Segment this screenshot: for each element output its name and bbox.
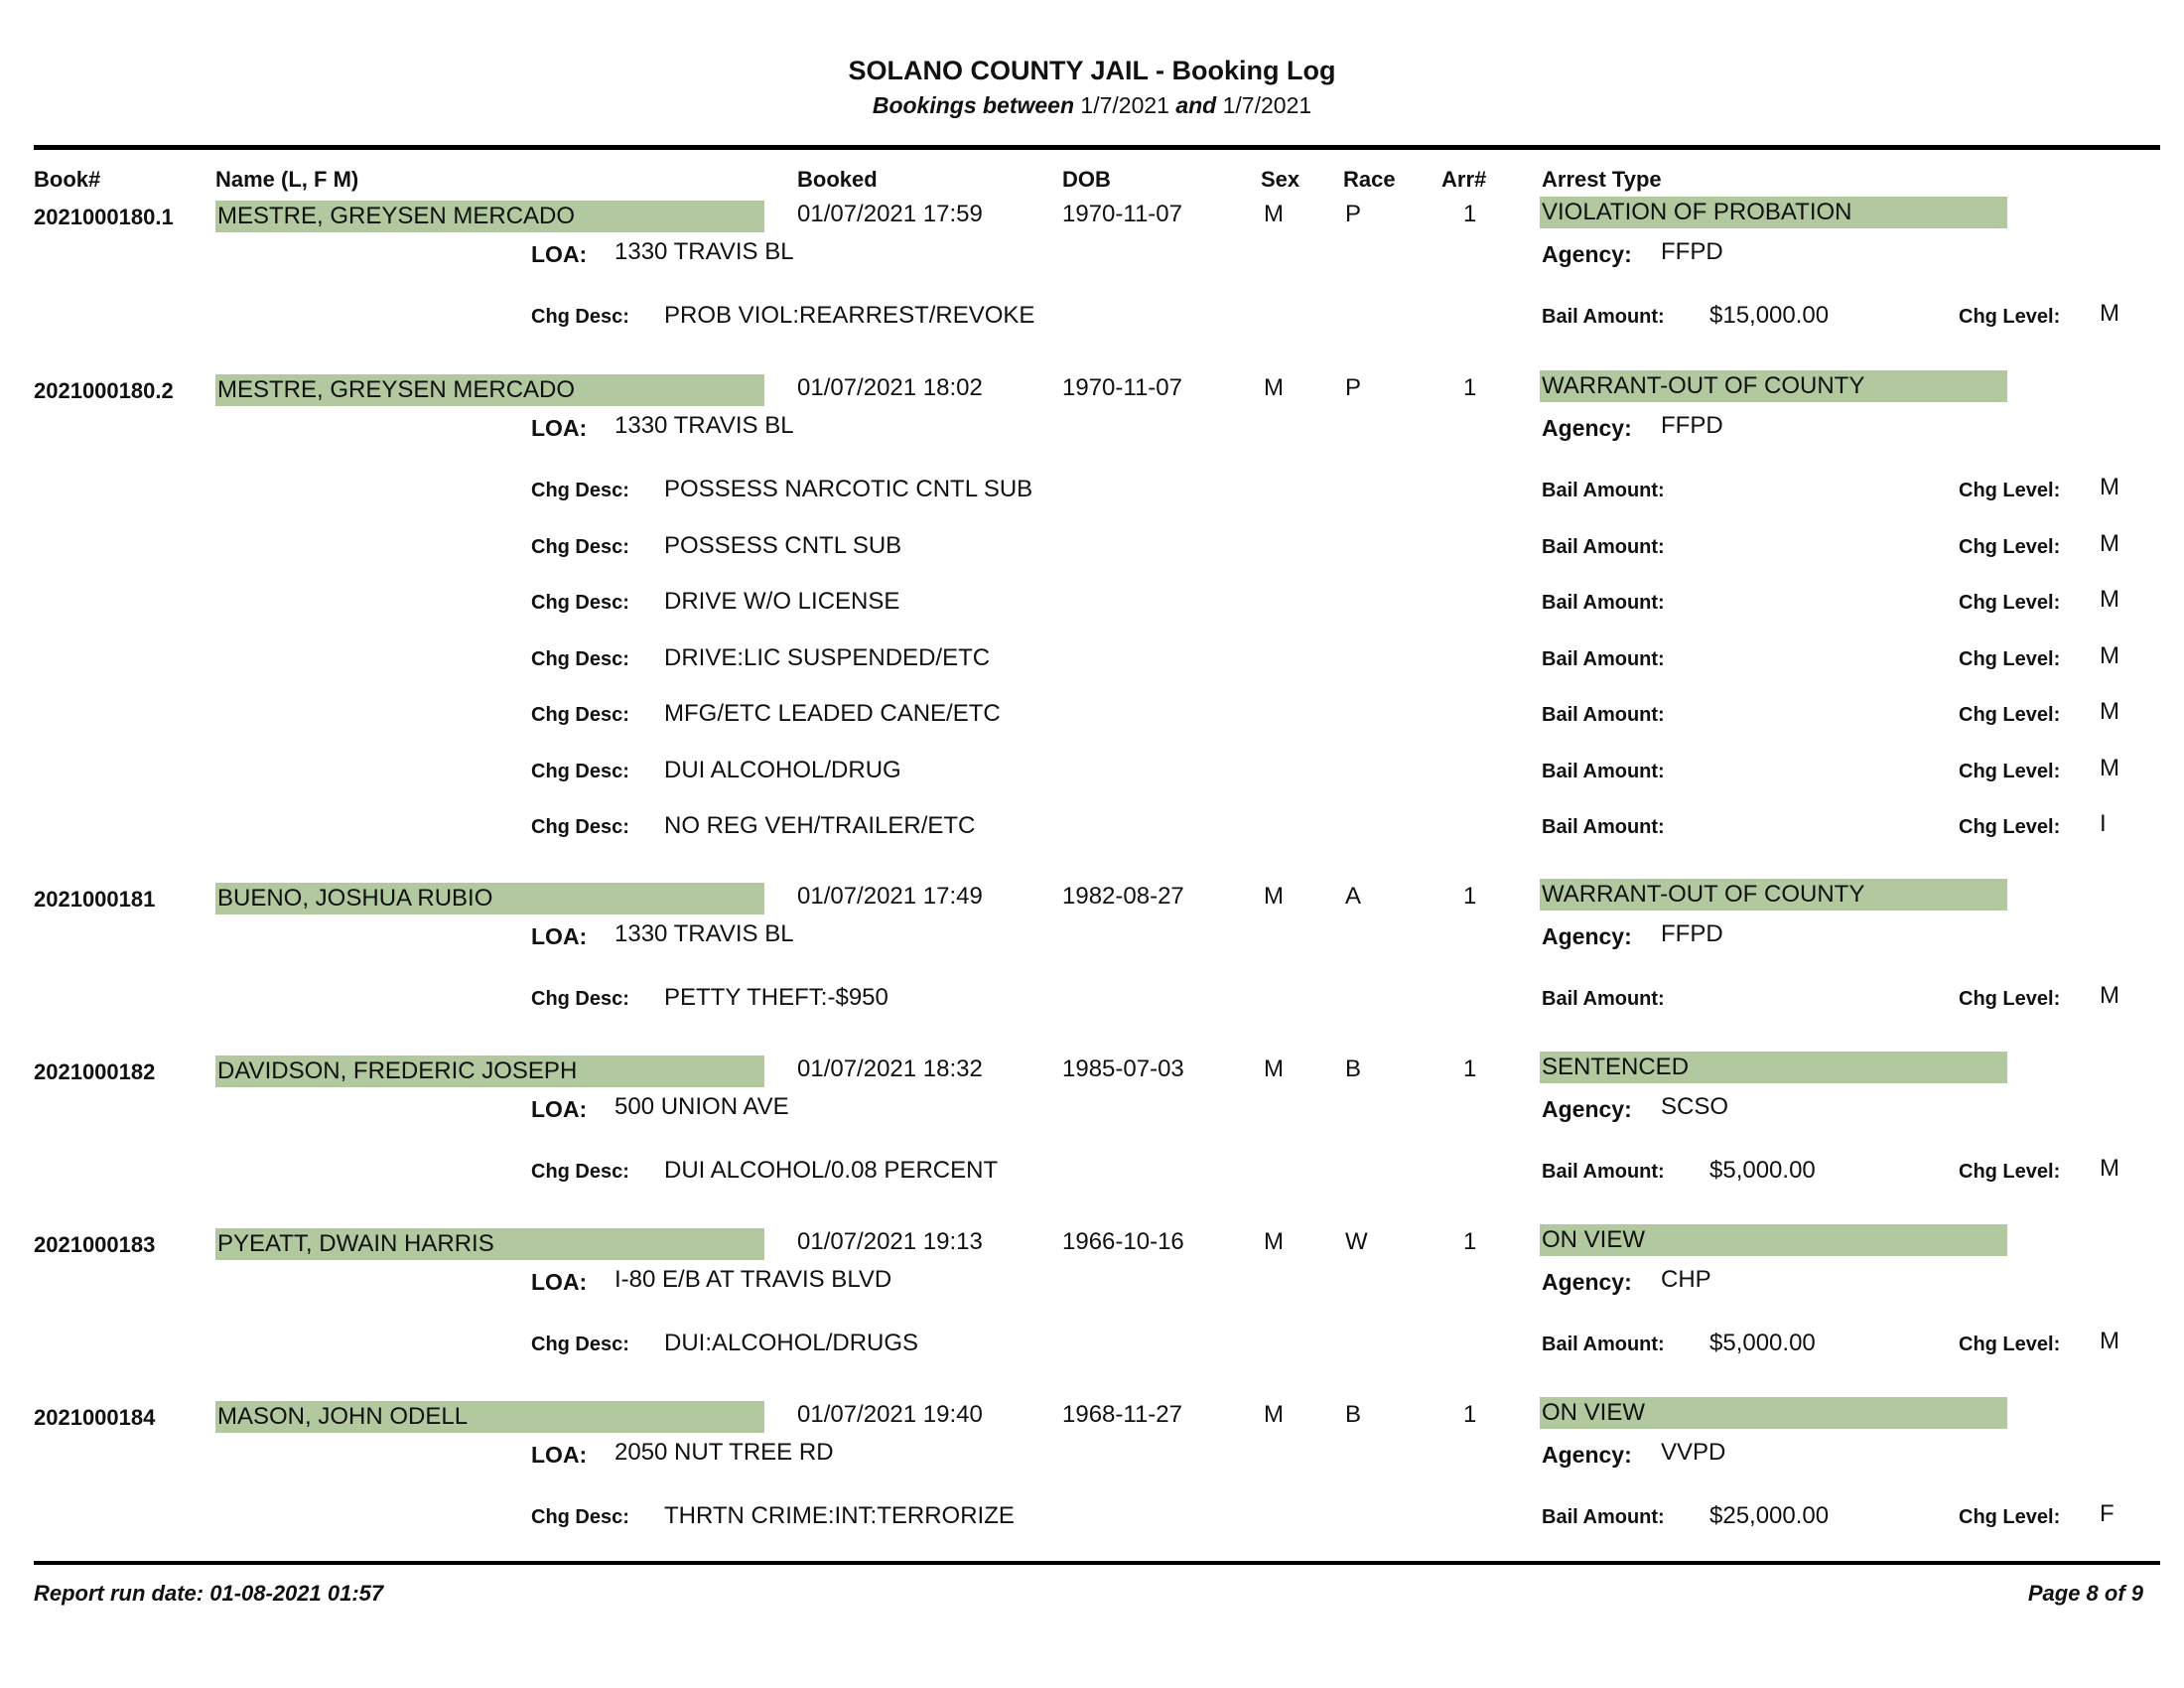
charge-level-value: M bbox=[2100, 300, 2119, 327]
charge-desc-label: Chg Desc: bbox=[531, 1161, 629, 1183]
report-title: SOLANO COUNTY JAIL - Booking Log bbox=[848, 56, 1336, 85]
booking-name: MASON, JOHN ODELL bbox=[217, 1403, 469, 1430]
arrest-type-highlight bbox=[1540, 1397, 2007, 1429]
name-highlight bbox=[215, 883, 764, 914]
loa-label: LOA: bbox=[531, 415, 588, 441]
charge-level-label: Chg Level: bbox=[1959, 760, 2061, 782]
booked-datetime: 01/07/2021 19:13 bbox=[797, 1228, 983, 1255]
arrest-count: 1 bbox=[1463, 1401, 1477, 1428]
charge-desc-label: Chg Desc: bbox=[531, 704, 629, 726]
charge-description: DRIVE W/O LICENSE bbox=[664, 588, 900, 615]
arrest-type: WARRANT-OUT OF COUNTY bbox=[1542, 372, 1865, 399]
bail-amount-label: Bail Amount: bbox=[1542, 592, 1665, 614]
charge-desc-label: Chg Desc: bbox=[531, 816, 629, 838]
arrest-type-highlight bbox=[1540, 1052, 2007, 1083]
sex: M bbox=[1264, 1228, 1284, 1255]
date-of-birth: 1966-10-16 bbox=[1062, 1228, 1184, 1255]
arrest-count: 1 bbox=[1463, 374, 1477, 401]
charge-level-value: M bbox=[2100, 529, 2119, 557]
name-highlight bbox=[215, 1055, 764, 1087]
bail-amount-label: Bail Amount: bbox=[1542, 704, 1665, 726]
bail-amount-label: Bail Amount: bbox=[1542, 480, 1665, 501]
agency-label: Agency: bbox=[1542, 1442, 1632, 1468]
booked-datetime: 01/07/2021 17:59 bbox=[797, 201, 983, 227]
agency-label: Agency: bbox=[1542, 1269, 1632, 1295]
booked-datetime: 01/07/2021 17:49 bbox=[797, 883, 983, 910]
book-number: 2021000181 bbox=[34, 887, 156, 912]
charge-level-label: Chg Level: bbox=[1959, 1161, 2061, 1183]
charge-level-value: M bbox=[2100, 474, 2119, 500]
arrest-type: VIOLATION OF PROBATION bbox=[1542, 199, 1852, 225]
col-dob: DOB bbox=[1062, 167, 1111, 192]
charge-level-label: Chg Level: bbox=[1959, 480, 2061, 501]
bail-amount-label: Bail Amount: bbox=[1542, 647, 1665, 670]
bail-amount-value: $5,000.00 bbox=[1709, 1330, 1816, 1356]
charge-description: DUI ALCOHOL/DRUG bbox=[664, 756, 901, 783]
sex: M bbox=[1264, 201, 1284, 227]
loa-value: 2050 NUT TREE RD bbox=[614, 1439, 834, 1466]
bail-amount-value: $15,000.00 bbox=[1709, 302, 1830, 329]
charge-level-label: Chg Level: bbox=[1959, 988, 2061, 1010]
arrest-count: 1 bbox=[1463, 1228, 1477, 1255]
sex: M bbox=[1264, 374, 1284, 401]
bail-amount-label: Bail Amount: bbox=[1542, 760, 1665, 782]
charge-level-label: Chg Level: bbox=[1959, 306, 2061, 328]
booking-name: MESTRE, GREYSEN MERCADO bbox=[217, 203, 576, 229]
charge-level-label: Chg Level: bbox=[1959, 1506, 2061, 1528]
bail-amount-label: Bail Amount: bbox=[1542, 1506, 1665, 1528]
loa-value: 1330 TRAVIS BL bbox=[614, 238, 794, 265]
charge-level-label: Chg Level: bbox=[1959, 1334, 2061, 1355]
charge-desc-label: Chg Desc: bbox=[531, 480, 629, 501]
bail-amount-value: $25,000.00 bbox=[1709, 1502, 1830, 1529]
charge-description: DRIVE:LIC SUSPENDED/ETC bbox=[664, 643, 991, 671]
date-of-birth: 1968-11-27 bbox=[1062, 1401, 1182, 1428]
charge-description: POSSESS NARCOTIC CNTL SUB bbox=[664, 476, 1033, 502]
name-highlight bbox=[215, 1401, 764, 1433]
race: P bbox=[1345, 201, 1362, 227]
bail-amount-label: Bail Amount: bbox=[1542, 988, 1665, 1010]
col-book: Book# bbox=[34, 167, 101, 192]
loa-label: LOA: bbox=[531, 1096, 588, 1122]
date-of-birth: 1970-11-07 bbox=[1062, 374, 1182, 401]
charge-level-label: Chg Level: bbox=[1959, 647, 2061, 670]
charge-desc-label: Chg Desc: bbox=[531, 760, 629, 782]
charge-level-value: F bbox=[2100, 1500, 2115, 1527]
charge-desc-label: Chg Desc: bbox=[531, 988, 629, 1010]
col-arr: Arr# bbox=[1441, 167, 1487, 192]
name-highlight bbox=[215, 1228, 764, 1260]
loa-value: 1330 TRAVIS BL bbox=[614, 412, 794, 439]
loa-value: 500 UNION AVE bbox=[614, 1093, 789, 1120]
race: B bbox=[1345, 1401, 1362, 1428]
charge-level-value: M bbox=[2100, 698, 2119, 725]
loa-value: I-80 E/B AT TRAVIS BLVD bbox=[614, 1266, 892, 1293]
bail-amount-label: Bail Amount: bbox=[1542, 306, 1665, 328]
col-booked: Booked bbox=[797, 167, 878, 192]
loa-value: 1330 TRAVIS BL bbox=[614, 920, 794, 947]
charge-level-value: M bbox=[2100, 586, 2119, 613]
bail-amount-label: Bail Amount: bbox=[1542, 535, 1665, 558]
top-divider bbox=[34, 145, 2160, 150]
arrest-count: 1 bbox=[1463, 883, 1477, 910]
booked-datetime: 01/07/2021 18:02 bbox=[797, 374, 983, 401]
book-number: 2021000182 bbox=[34, 1059, 156, 1084]
sex: M bbox=[1264, 1401, 1284, 1428]
date-of-birth: 1970-11-07 bbox=[1062, 201, 1182, 227]
arrest-type-highlight bbox=[1540, 197, 2007, 228]
charge-desc-label: Chg Desc: bbox=[531, 647, 629, 670]
name-highlight bbox=[215, 201, 764, 232]
charge-level-value: M bbox=[2100, 1155, 2119, 1182]
bail-amount-label: Bail Amount: bbox=[1542, 816, 1665, 838]
agency-label: Agency: bbox=[1542, 923, 1632, 949]
arrest-type-highlight bbox=[1540, 1224, 2007, 1256]
col-name: Name (L, F M) bbox=[215, 167, 359, 192]
charge-level-value: M bbox=[2100, 641, 2119, 669]
booking-name: DAVIDSON, FREDERIC JOSEPH bbox=[217, 1057, 578, 1084]
arrest-type: ON VIEW bbox=[1542, 1399, 1646, 1426]
booking-name: PYEATT, DWAIN HARRIS bbox=[217, 1230, 494, 1257]
bail-amount-value: $5,000.00 bbox=[1709, 1157, 1816, 1184]
charge-desc-label: Chg Desc: bbox=[531, 535, 629, 558]
col-sex: Sex bbox=[1261, 167, 1300, 192]
date-of-birth: 1982-08-27 bbox=[1062, 883, 1184, 910]
book-number: 2021000180.2 bbox=[34, 378, 174, 403]
col-arrest-type: Arrest Type bbox=[1542, 167, 1662, 192]
subtitle-and: and bbox=[1175, 92, 1217, 118]
charge-description: THRTN CRIME:INT:TERRORIZE bbox=[664, 1502, 1015, 1529]
charge-description: DUI ALCOHOL/0.08 PERCENT bbox=[664, 1157, 999, 1184]
bail-amount-label: Bail Amount: bbox=[1542, 1161, 1665, 1183]
agency-label: Agency: bbox=[1542, 241, 1632, 267]
charge-level-label: Chg Level: bbox=[1959, 816, 2061, 838]
charge-description: NO REG VEH/TRAILER/ETC bbox=[664, 812, 976, 839]
arrest-type-highlight bbox=[1540, 370, 2007, 402]
arrest-type: WARRANT-OUT OF COUNTY bbox=[1542, 881, 1865, 908]
booked-datetime: 01/07/2021 18:32 bbox=[797, 1055, 983, 1082]
charge-level-label: Chg Level: bbox=[1959, 592, 2061, 614]
charge-description: MFG/ETC LEADED CANE/ETC bbox=[664, 700, 1001, 727]
charge-desc-label: Chg Desc: bbox=[531, 592, 629, 614]
start-date: 1/7/2021 bbox=[1080, 92, 1169, 118]
agency-value: VVPD bbox=[1661, 1439, 1726, 1466]
charge-description: PROB VIOL:REARREST/REVOKE bbox=[664, 302, 1035, 329]
agency-value: FFPD bbox=[1661, 412, 1723, 439]
charge-level-value: M bbox=[2100, 982, 2119, 1009]
sex: M bbox=[1264, 883, 1284, 910]
agency-label: Agency: bbox=[1542, 1096, 1632, 1122]
arrest-count: 1 bbox=[1463, 1055, 1477, 1082]
agency-label: Agency: bbox=[1542, 415, 1632, 441]
charge-desc-label: Chg Desc: bbox=[531, 1506, 629, 1528]
charge-level-value: M bbox=[2100, 1328, 2119, 1354]
end-date: 1/7/2021 bbox=[1222, 92, 1312, 118]
race: P bbox=[1345, 374, 1362, 401]
col-race: Race bbox=[1343, 167, 1396, 192]
charge-level-value: I bbox=[2100, 810, 2107, 837]
agency-value: FFPD bbox=[1661, 238, 1723, 265]
arrest-type: SENTENCED bbox=[1542, 1054, 1690, 1080]
arrest-type-highlight bbox=[1540, 879, 2007, 911]
book-number: 2021000184 bbox=[34, 1405, 156, 1430]
agency-value: CHP bbox=[1661, 1266, 1711, 1293]
report-subtitle bbox=[0, 92, 2184, 119]
charge-level-label: Chg Level: bbox=[1959, 535, 2061, 558]
bottom-divider bbox=[34, 1561, 2160, 1565]
charge-level-value: M bbox=[2100, 754, 2119, 781]
book-number: 2021000180.1 bbox=[34, 205, 174, 229]
charge-level-label: Chg Level: bbox=[1959, 704, 2061, 726]
report-run-date: Report run date: 01-08-2021 01:57 bbox=[34, 1581, 384, 1606]
arrest-count: 1 bbox=[1463, 201, 1477, 227]
loa-label: LOA: bbox=[531, 241, 588, 267]
booked-datetime: 01/07/2021 19:40 bbox=[797, 1401, 983, 1428]
agency-value: SCSO bbox=[1661, 1093, 1729, 1120]
charge-description: PETTY THEFT:-$950 bbox=[664, 984, 888, 1011]
agency-value: FFPD bbox=[1661, 920, 1723, 947]
loa-label: LOA: bbox=[531, 923, 588, 949]
bail-amount-label: Bail Amount: bbox=[1542, 1334, 1665, 1355]
loa-label: LOA: bbox=[531, 1442, 588, 1468]
name-highlight bbox=[215, 374, 764, 406]
race: A bbox=[1345, 883, 1362, 910]
page-number: Page 8 of 9 bbox=[2027, 1581, 2143, 1606]
race: B bbox=[1345, 1055, 1362, 1082]
loa-label: LOA: bbox=[531, 1269, 588, 1295]
date-of-birth: 1985-07-03 bbox=[1062, 1055, 1184, 1082]
sex: M bbox=[1264, 1055, 1284, 1082]
booking-name: BUENO, JOSHUA RUBIO bbox=[217, 885, 493, 912]
charge-description: POSSESS CNTL SUB bbox=[664, 531, 902, 559]
arrest-type: ON VIEW bbox=[1542, 1226, 1646, 1253]
subtitle-prefix: Bookings between bbox=[872, 92, 1075, 118]
book-number: 2021000183 bbox=[34, 1232, 156, 1257]
booking-name: MESTRE, GREYSEN MERCADO bbox=[217, 376, 576, 403]
charge-desc-label: Chg Desc: bbox=[531, 1334, 629, 1355]
race: W bbox=[1345, 1228, 1368, 1255]
charge-description: DUI:ALCOHOL/DRUGS bbox=[664, 1330, 919, 1356]
charge-desc-label: Chg Desc: bbox=[531, 306, 629, 328]
